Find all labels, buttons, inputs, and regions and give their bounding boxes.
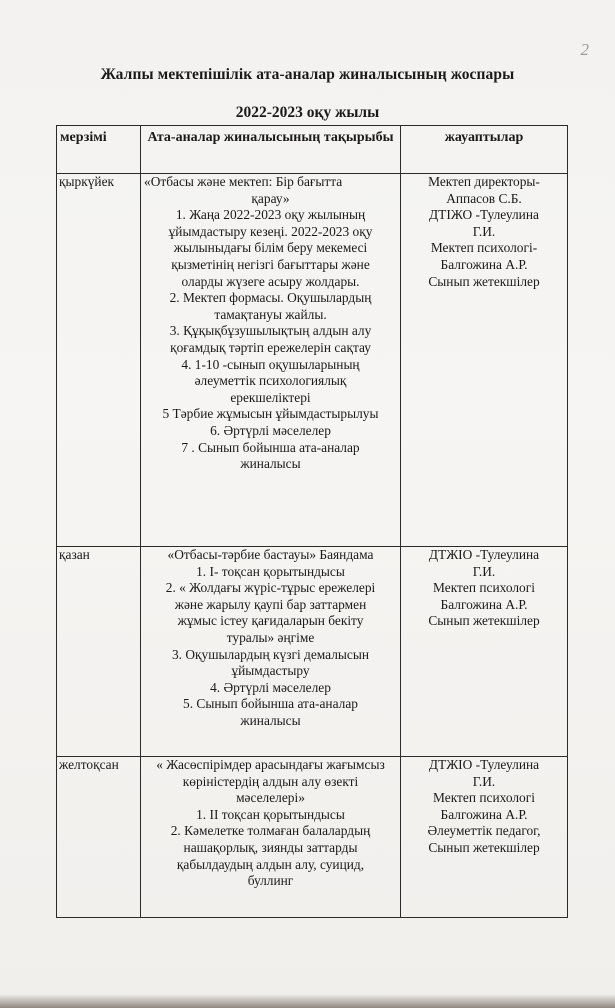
- header-term: мерзімі: [57, 126, 141, 174]
- topic-line: 1. Жаңа 2022-2023 оқу жылының: [175, 207, 366, 223]
- topic-line: 2. Кәмелетке толмаған балалардың: [170, 823, 371, 839]
- topic-line: қоғамдық тәртіп ережелерін сақтау: [170, 339, 371, 355]
- topic-line: ұйымдастыру кезеңі. 2022-2023 оқу: [168, 223, 373, 239]
- responsible-line: ДТЖІО -Тулеулина: [428, 757, 540, 772]
- topic-line: ерекшеліктері: [230, 389, 311, 405]
- topic-line: 4. 1-10 -сынып оқушыларының: [181, 356, 360, 372]
- topic-line: жиналысы: [240, 456, 301, 472]
- topic-line: 3. Құқықбұзушылықтың алдын алу: [169, 323, 372, 339]
- responsible-line: Сынып жетекшілер: [428, 613, 540, 629]
- topic-line: ұйымдастыру: [231, 663, 310, 679]
- table-row: [57, 547, 568, 757]
- header-topic: Ата-аналар жиналысының тақырыбы: [141, 126, 401, 174]
- topic-line: 6. Әртүрлі мәселелер: [210, 422, 331, 438]
- table-row: [57, 757, 568, 918]
- document-title: Жалпы мектепішілік ата-аналар жиналысының жоспары: [100, 66, 515, 83]
- topic-line: 2. « Жолдағы жүріс-тұрыс ережелері: [165, 580, 376, 596]
- term-cell: қыркүйек: [57, 174, 141, 547]
- responsible-line: Сынып жетекшілер: [428, 839, 540, 855]
- responsible-line: Г.И.: [472, 563, 496, 579]
- topic-line: қабылдаудың алдын алу, суицид,: [176, 856, 365, 872]
- responsible-line: Г.И.: [472, 773, 496, 789]
- responsible-line: Балгожина А.Р.: [440, 596, 528, 612]
- responsible-line: ДТЖІО -Тулеулина: [428, 547, 540, 562]
- header-responsible: жауаптылар: [401, 126, 568, 174]
- responsible-cell: [401, 174, 568, 547]
- responsible-line: Сынып жетекшілер: [428, 273, 540, 289]
- topic-line: оларды жүзеге асыру жолдары.: [181, 273, 360, 289]
- topic-line: нашақорлық, зиянды заттарды: [183, 839, 358, 855]
- responsible-line: ДТІЖО -Тулеулина: [429, 207, 539, 223]
- responsible-line: Әлеуметтік педагог,: [427, 823, 541, 839]
- topic-line: «Отбасы және мектеп: Бір бағытта: [144, 174, 343, 189]
- topic-line: буллинг: [247, 873, 294, 889]
- topic-line: 7 . Сынып бойынша ата-аналар: [181, 439, 360, 455]
- topic-line: 5 Тәрбие жұмысын ұйымдастырылуы: [162, 406, 379, 422]
- responsible-line: Мектеп психологі: [433, 790, 535, 806]
- topic-line: және жарылу қаупі бар заттармен: [174, 596, 367, 612]
- topic-line: мәселелері»: [236, 790, 305, 806]
- responsible-line: Мектеп директоры-: [428, 174, 540, 189]
- topic-line: «Отбасы-тәрбие бастауы» Баяндама: [167, 547, 374, 562]
- topic-line: 2. Мектеп формасы. Оқушылардың: [169, 290, 372, 306]
- topic-line: 1. ІІ тоқсан қорытындысы: [196, 806, 345, 822]
- responsible-line: Г.И.: [472, 223, 496, 239]
- topic-cell: [141, 757, 401, 918]
- table-row: [57, 174, 568, 547]
- topic-line: 4. Әртүрлі мәселелер: [210, 679, 331, 695]
- responsible-line: Балгожина А.Р.: [440, 806, 528, 822]
- term-cell: желтоқсан: [57, 757, 141, 918]
- topic-line: 1. І- тоқсан қорытындысы: [196, 563, 345, 579]
- page-number: 2: [580, 40, 589, 59]
- topic-line: 3. Оқушылардың күзгі демалысын: [171, 646, 370, 662]
- topic-line: жылыныдағы білім беру мекемесі: [173, 240, 368, 256]
- topic-cell: [141, 547, 401, 757]
- meetings-plan-table: [56, 125, 568, 918]
- responsible-line: Мектеп психологі-: [430, 240, 538, 256]
- responsible-line: Балгожина А.Р.: [440, 256, 528, 272]
- topic-line: қызметінің негізгі бағыттары және: [171, 256, 370, 272]
- topic-line: жұмыс істеу қағидаларын бекіту: [177, 613, 364, 629]
- responsible-line: Аппасов С.Б.: [446, 190, 522, 206]
- topic-line: туралы» әңгіме: [226, 629, 315, 645]
- topic-line: әлеуметтік психологиялық: [194, 373, 347, 389]
- topic-cell: [141, 174, 401, 547]
- table-header-row: [57, 126, 568, 174]
- document-subtitle: 2022-2023 оқу жылы: [235, 104, 380, 121]
- page-edge-shadow: [0, 994, 615, 1008]
- responsible-cell: [401, 757, 568, 918]
- term-cell: қазан: [57, 547, 141, 757]
- responsible-cell: [401, 547, 568, 757]
- topic-line: жиналысы: [240, 712, 301, 728]
- topic-line: тамақтануы жайлы.: [214, 306, 327, 322]
- responsible-line: Мектеп психологі: [433, 580, 535, 596]
- topic-line: қарау»: [251, 190, 290, 206]
- topic-line: көріністердің алдын алу өзекті: [182, 773, 359, 789]
- topic-line: 5. Сынып бойынша ата-аналар: [183, 696, 358, 712]
- topic-line: « Жасөспірімдер арасындағы жағымсыз: [156, 757, 385, 772]
